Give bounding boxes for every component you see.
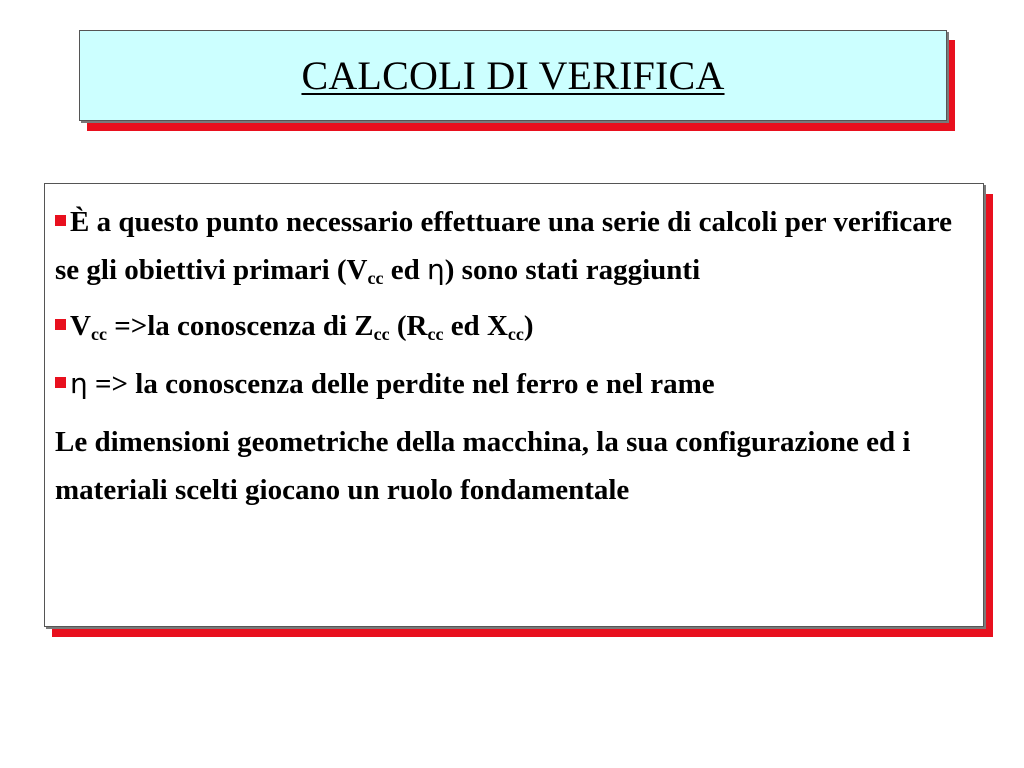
paragraph-2-v-subscript: cc — [90, 324, 107, 344]
paragraph-4 — [55, 418, 973, 514]
paragraph-2-v: V — [70, 310, 91, 342]
paragraph-2-text-c: ed X — [443, 310, 508, 342]
paragraph-1-text-b: ed — [383, 254, 427, 286]
body-box — [44, 183, 984, 627]
red-square-bullet-icon — [55, 215, 66, 226]
paragraph-2 — [55, 302, 973, 350]
red-square-bullet-icon — [55, 377, 66, 388]
red-square-bullet-icon — [55, 319, 66, 330]
paragraph-2-x-subscript: cc — [507, 324, 524, 344]
paragraph-1-subscript: cc — [367, 268, 384, 288]
paragraph-1-text-a: È a questo punto necessario effettuare una serie di calcoli per verificare se gli obiettivi primari (V — [55, 206, 952, 286]
paragraph-3-text: => la conoscenza delle perdite nel ferro e nel rame — [87, 368, 715, 400]
body-content — [55, 198, 973, 524]
paragraph-1-text-c: ) sono stati raggiunti — [444, 254, 701, 286]
paragraph-2-z-subscript: cc — [373, 324, 390, 344]
slide-title: CALCOLI DI VERIFICA — [301, 53, 725, 98]
paragraph-2-r-subscript: cc — [427, 324, 444, 344]
title-box — [79, 30, 947, 121]
paragraph-2-text-d: ) — [523, 310, 534, 342]
paragraph-3 — [55, 360, 973, 408]
paragraph-2-text-a: =>la conoscenza di Z — [106, 310, 374, 342]
paragraph-4-text: Le dimensioni geometriche della macchina, la sua configurazione ed i materiali scelti giocano un ruolo fondamentale — [55, 426, 911, 506]
eta-symbol: η — [427, 253, 445, 286]
eta-symbol: η — [70, 367, 88, 400]
paragraph-1 — [55, 198, 973, 294]
paragraph-2-text-b: (R — [389, 310, 428, 342]
